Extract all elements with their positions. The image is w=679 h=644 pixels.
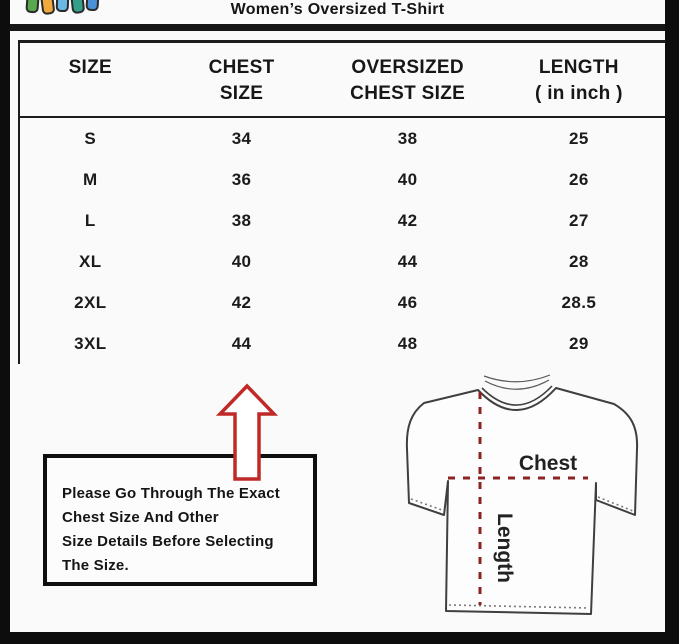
title-bar xyxy=(10,0,665,24)
header-cell-length xyxy=(493,43,665,116)
header-line: OVERSIZED xyxy=(351,57,464,78)
header-cell-chest-size xyxy=(161,43,323,116)
header-line: CHEST SIZE xyxy=(350,83,466,104)
cell-length: 28.5 xyxy=(561,292,597,312)
note-line: The Size. xyxy=(62,557,129,574)
cell-length: 27 xyxy=(569,210,589,230)
note-line: Chest Size And Other xyxy=(62,509,219,526)
cell-length: 25 xyxy=(569,128,589,148)
length-label: Length xyxy=(493,513,516,583)
cell-oversized: 44 xyxy=(397,251,418,271)
cell-chest: 36 xyxy=(231,169,252,189)
cell-chest: 34 xyxy=(231,128,252,148)
cell-length: 28 xyxy=(569,251,589,271)
cell-oversized: 38 xyxy=(397,128,418,148)
cell-oversized: 40 xyxy=(397,169,418,189)
cell-size: M xyxy=(83,169,98,189)
cell-length: 29 xyxy=(569,333,589,353)
cell-chest: 40 xyxy=(231,251,252,271)
cell-chest: 38 xyxy=(231,210,252,230)
cell-oversized: 48 xyxy=(397,333,418,353)
cell-size: 3XL xyxy=(74,333,107,353)
header-line: SIZE xyxy=(219,83,264,104)
header-cell-oversized-chest-size xyxy=(323,43,493,116)
table-row xyxy=(20,159,665,200)
table-row xyxy=(20,323,665,364)
cell-oversized: 42 xyxy=(397,210,418,230)
table-header-row xyxy=(20,43,665,118)
collar-rib xyxy=(484,375,550,382)
header-line: LENGTH xyxy=(538,57,619,78)
title-divider xyxy=(10,24,665,31)
table-row xyxy=(20,200,665,241)
cell-size: XL xyxy=(79,251,102,271)
cell-length: 26 xyxy=(569,169,589,189)
cell-chest: 44 xyxy=(231,333,252,353)
page-title: Women’s Oversized T-Shirt xyxy=(230,1,445,18)
up-arrow-icon xyxy=(216,383,278,482)
table-row xyxy=(20,282,665,323)
chest-label: Chest xyxy=(518,452,578,475)
cell-size: L xyxy=(84,210,96,230)
table-row xyxy=(20,118,665,159)
header-line: CHEST xyxy=(208,57,275,78)
header-line: ( in inch ) xyxy=(535,83,623,104)
cell-size: S xyxy=(84,128,97,148)
cell-size: 2XL xyxy=(74,292,107,312)
cell-oversized: 46 xyxy=(397,292,418,312)
header-line: SIZE xyxy=(68,57,113,78)
header-cell-size xyxy=(20,43,161,116)
note-line: Please Go Through The Exact xyxy=(62,485,280,502)
tshirt-diagram xyxy=(385,373,665,628)
tshirt-outline xyxy=(407,388,637,614)
table-row xyxy=(20,241,665,282)
note-line: Size Details Before Selecting xyxy=(62,533,274,550)
size-table xyxy=(18,40,665,364)
cell-chest: 42 xyxy=(231,292,252,312)
